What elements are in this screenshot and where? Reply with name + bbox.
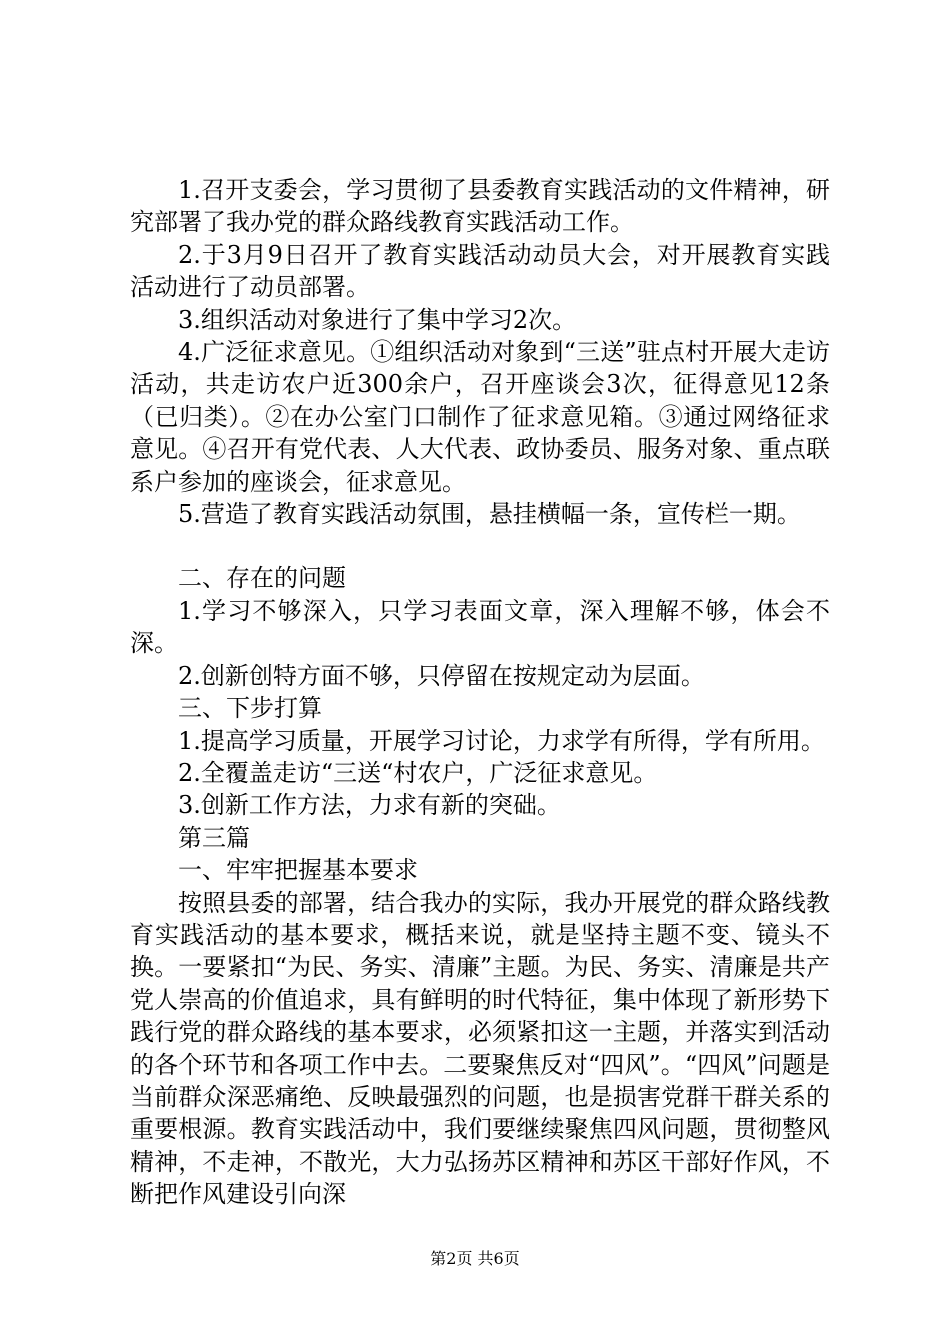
paragraph-item-2: 2.于3月9日召开了教育实践活动动员大会，对开展教育实践活动进行了动员部署。: [130, 240, 830, 302]
problem-item-1: 1.学习不够深入，只学习表面文章，深入理解不够，体会不深。: [130, 596, 830, 658]
section-heading-requirements: 一、牢牢把握基本要求: [178, 856, 418, 885]
paragraph-item-3: 3.组织活动对象进行了集中学习2次。: [178, 305, 577, 334]
section-heading-problems: 二、存在的问题: [178, 564, 346, 593]
body-paragraph-requirements: 按照县委的部署，结合我办的实际，我办开展党的群众路线教育实践活动的基本要求，概括来说，就是坚持主题不变、镜头不换。一要紧扣“为民、务实、清廉”主题。为民、务实、清廉是共产党人崇高的价值追求，具有鲜明的时代特征，集中体现了新形势下践行党的群众路线的基本要求，必须紧扣这一主题，并落实到活动的各个环节和各项工作中去。二要聚焦反对“四风”。“四风”问题是当前群众深恶痛绝、反映最强烈的问题，也是损害党群干群关系的重要根源。教育实践活动中，我们要继续聚焦四风问题，贯彻整风精神，不走神，不散光，大力弘扬苏区精神和苏区干部好作风，不断把作风建设引向深: [130, 888, 830, 1209]
plan-item-1: 1.提高学习质量，开展学习讨论，力求学有所得，学有所用。: [178, 726, 825, 755]
chapter-title: 第三篇: [178, 823, 250, 852]
page-footer: 第2页 共6页: [430, 1249, 520, 1268]
problem-item-2: 2.创新创特方面不够，只停留在按规定动为层面。: [178, 661, 705, 690]
paragraph-item-4: 4.广泛征求意见。①组织活动对象到“三送”驻点村开展大走访活动，共走访农户近300余户，召开座谈会3次，征得意见12条（已归类）。②在办公室门口制作了征求意见箱。③通过网络征求意见。④召开有党代表、人大代表、政协委员、服务对象、重点联系户参加的座谈会，征求意见。: [130, 338, 830, 496]
document-body: [130, 174, 830, 1211]
paragraph-item-5: 5.营造了教育实践活动氛围，悬挂横幅一条，宣传栏一期。: [178, 500, 801, 529]
paragraph-item-1: 1.召开支委会，学习贯彻了县委教育实践活动的文件精神，研究部署了我办党的群众路线教育实践活动工作。: [130, 176, 830, 237]
section-gap: [130, 530, 830, 562]
plan-item-2: 2.全覆盖走访“三送“村农户，广泛征求意见。: [178, 758, 658, 787]
section-heading-next-steps: 三、下步打算: [178, 694, 322, 723]
plan-item-3: 3.创新工作方法，力求有新的突础。: [178, 791, 561, 820]
